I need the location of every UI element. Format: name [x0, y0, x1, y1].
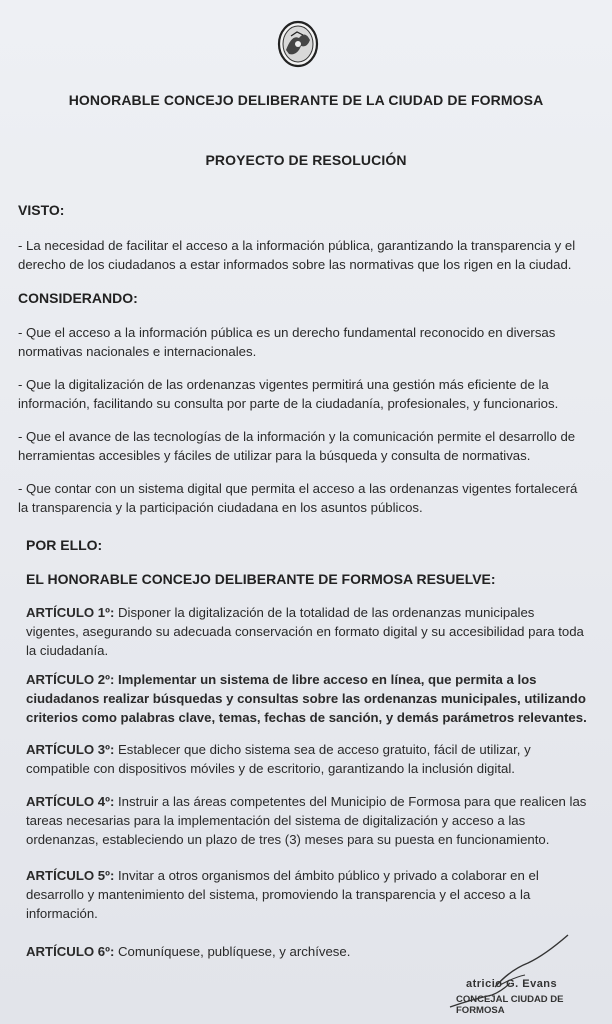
text-line: derecho de los ciudadanos a estar informados sobre las normativas que los rigen en la ciudad. [18, 257, 572, 272]
considerando-item [18, 479, 598, 517]
text-line: la ciudadanía. [26, 643, 109, 658]
text-line: ciudadanos realizar búsquedas y consultas sobre las ordenanzas municipales, utilizando [26, 691, 586, 706]
text-span: Disponer la digitalización de la totalidad de las ordenanzas municipales [114, 605, 535, 620]
visto-heading: VISTO: [18, 202, 65, 218]
considerando-heading: CONSIDERANDO: [18, 290, 138, 306]
text-line: información. [26, 906, 98, 921]
considerando-item [18, 323, 598, 361]
articulo-2 [26, 670, 602, 727]
text-line: herramientas accesibles y fáciles de utilizar para la búsqueda y consulta de normativas. [18, 448, 531, 463]
text-line: normativas nacionales e internacionales. [18, 344, 257, 359]
text-span: Establecer que dicho sistema sea de acceso gratuito, fácil de utilizar, y [114, 742, 531, 757]
text-line [26, 792, 602, 811]
text-line: - Que el avance de las tecnologías de la información y la comunicación permite el desarrollo de [18, 429, 576, 444]
considerando-item [18, 427, 598, 465]
articulo-label: ARTÍCULO 6º: [26, 944, 115, 959]
text-span: Implementar un sistema de libre acceso en línea, que permita a los [114, 672, 537, 687]
visto-paragraph [18, 236, 598, 274]
document-type-title: PROYECTO DE RESOLUCIÓN [205, 152, 407, 168]
articulo-label: ARTÍCULO 3º: [26, 742, 115, 757]
text-line: desarrollo y mantenimiento del sistema, promoviendo la transparencia y el acceso a la [26, 887, 531, 902]
articulo-label: ARTÍCULO 1º: [26, 605, 115, 620]
text-line: criterios como palabras clave, temas, fechas de sanción, y demás parámetros relevantes. [26, 710, 587, 725]
articulo-1 [26, 603, 602, 660]
articulo-4 [26, 792, 602, 849]
text-span: Invitar a otros organismos del ámbito público y privado a colaborar en el [114, 868, 539, 883]
text-line: tareas necesarias para la implementación del sistema de digitalización y acceso a las [26, 813, 526, 828]
articulo-label: ARTÍCULO 5º: [26, 868, 115, 883]
text-span: Comuníquese, publíquese, y archívese. [114, 944, 351, 959]
signer-title: CONCEJAL CIUDAD DE FORMOSA [456, 994, 564, 1016]
text-line: la transparencia y la participación ciudadana en los asuntos públicos. [18, 500, 423, 515]
text-line [26, 866, 602, 885]
por-ello-heading: POR ELLO: [26, 537, 103, 553]
resuelve-heading: EL HONORABLE CONCEJO DELIBERANTE DE FORMOSA RESUELVE: [26, 571, 496, 587]
council-title: HONORABLE CONCEJO DELIBERANTE DE LA CIUDAD DE FORMOSA [68, 92, 544, 108]
text-line: - Que el acceso a la información pública es un derecho fundamental reconocido en diversas [18, 325, 556, 340]
articulo-label: ARTÍCULO 2º: [26, 672, 115, 687]
text-line: - Que la digitalización de las ordenanzas vigentes permitirá una gestión más eficiente de la [18, 377, 549, 392]
text-line [26, 670, 602, 689]
articulo-3 [26, 740, 602, 778]
considerando-item [18, 375, 598, 413]
text-span: Instruir a las áreas competentes del Municipio de Formosa para que realicen las [114, 794, 587, 809]
signer-name: atricio G. Evans [466, 978, 558, 990]
articulo-5 [26, 866, 602, 923]
text-line: ordenanzas, estableciendo un plazo de tres (3) meses para su puesta en funcionamiento. [26, 832, 550, 847]
articulo-label: ARTÍCULO 4º: [26, 794, 115, 809]
text-line: compatible con dispositivos móviles y de escritorio, garantizando la inclusión digital. [26, 761, 515, 776]
text-line: vigentes, asegurando su adecuada conservación en formato digital y su accesibilidad para toda [26, 624, 584, 639]
coat-of-arms-seal-icon [277, 20, 319, 68]
text-line [26, 603, 602, 622]
text-line [26, 740, 602, 759]
text-line: - La necesidad de facilitar el acceso a la información pública, garantizando la transparencia y el [18, 238, 576, 253]
text-line: información, facilitando su consulta por parte de la ciudadanía, profesionales, y funcionarios. [18, 396, 559, 411]
text-line: - Que contar con un sistema digital que permita el acceso a las ordenanzas vigentes fortalecerá [18, 481, 578, 496]
